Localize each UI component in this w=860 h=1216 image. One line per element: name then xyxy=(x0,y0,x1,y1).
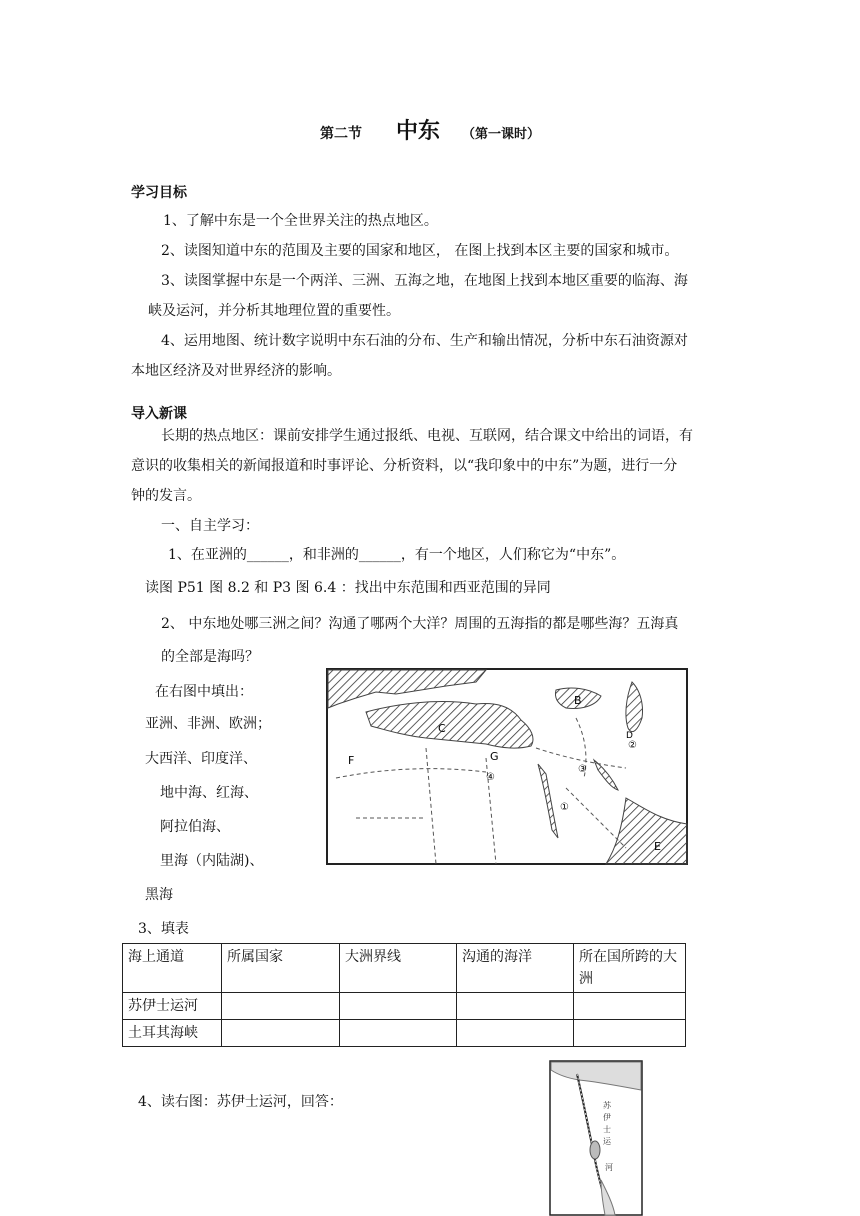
fill-table xyxy=(122,943,686,1047)
table-cell: 苏伊士运河 xyxy=(123,993,222,1020)
map-label-f: F xyxy=(348,754,355,767)
table-cell: 土耳其海峡 xyxy=(123,1020,222,1047)
intro-line-3: 钟的发言。 xyxy=(131,488,201,504)
fill-line-4: 地中海、红海、 xyxy=(160,785,258,801)
title-sub: （第一课时） xyxy=(462,127,541,142)
question-2-cont: 的全部是海吗？ xyxy=(161,649,259,665)
fill-line-7: 黑海 xyxy=(145,887,173,903)
map-label-e: E xyxy=(654,840,661,853)
objective-3: 3、读图掌握中东是一个两洋、三洲、五海之地，在地图上找到本地区重要的临海、海 xyxy=(161,273,688,289)
table-cell[interactable] xyxy=(222,993,340,1020)
title-section: 第二节 xyxy=(319,126,362,142)
question-4: 4、读右图：苏伊士运河，回答： xyxy=(138,1094,343,1110)
table-header-cell: 沟通的海洋 xyxy=(457,944,574,993)
map-label-g: G xyxy=(490,750,499,763)
table-header-cell: 所在国所跨的大洲 xyxy=(574,944,686,993)
fill-line-3: 大西洋、印度洋、 xyxy=(145,751,257,767)
self-study-heading: 一、自主学习： xyxy=(161,518,259,534)
objective-3-cont: 峡及运河，并分析其地理位置的重要性。 xyxy=(148,303,400,319)
read-note: 读图 P51 图 8.2 和 P3 图 6.4 ：找出中东范围和西亚范围的异同 xyxy=(145,580,551,596)
fill-line-1: 在右图中填出： xyxy=(155,684,253,700)
table-cell[interactable] xyxy=(574,1020,686,1047)
table-header-row xyxy=(123,944,686,993)
table-label: 3、填表 xyxy=(138,921,189,937)
map-label-2: ② xyxy=(628,740,637,751)
map-label-3: ③ xyxy=(578,764,587,775)
map-label-4: ④ xyxy=(486,772,495,783)
middle-east-map xyxy=(326,668,688,865)
map-label-a: C xyxy=(438,722,446,735)
canal-map-label: 苏伊士运河 xyxy=(603,1101,613,1172)
objective-4: 4、运用地图、统计数字说明中东石油的分布、生产和输出情况，分析中东石油资源对 xyxy=(161,333,688,349)
fill-line-2: 亚洲、非洲、欧洲； xyxy=(145,716,271,732)
suez-canal-map xyxy=(549,1060,643,1216)
objective-2: 2、读图知道中东的范围及主要的国家和地区， 在图上找到本区主要的国家和城市。 xyxy=(161,243,679,259)
table-cell[interactable] xyxy=(340,993,457,1020)
fill-line-6: 里海（内陆湖)、 xyxy=(160,853,264,869)
objectives-heading: 学习目标 xyxy=(131,185,187,201)
table-cell[interactable] xyxy=(574,993,686,1020)
table-cell[interactable] xyxy=(340,1020,457,1047)
table-header-cell: 所属国家 xyxy=(222,944,340,993)
question-2: 2、 中东地处哪三洲之间？沟通了哪两个大洋？周围的五海指的都是哪些海？五海真 xyxy=(161,616,679,632)
page-title xyxy=(0,114,860,145)
map-label-d: D xyxy=(626,731,633,741)
table-row xyxy=(123,993,686,1020)
intro-line-1: 长期的热点地区：课前安排学生通过报纸、电视、互联网，结合课文中给出的词语，有 xyxy=(161,428,693,444)
intro-line-2: 意识的收集相关的新闻报道和时事评论、分析资料，以“我印象中的中东”为题，进行一分 xyxy=(131,458,678,474)
map-label-1: ① xyxy=(560,802,569,813)
table-header-cell: 大洲界线 xyxy=(340,944,457,993)
objective-4-cont: 本地区经济及对世界经济的影响。 xyxy=(131,363,341,379)
table-header-cell: 海上通道 xyxy=(123,944,222,993)
intro-heading: 导入新课 xyxy=(131,406,187,422)
table-cell[interactable] xyxy=(222,1020,340,1047)
title-main: 中东 xyxy=(395,119,440,144)
question-1: 1、在亚洲的______，和非洲的______，有一个地区，人们称它为“中东”。 xyxy=(168,547,626,563)
table-cell[interactable] xyxy=(457,993,574,1020)
map-label-b: B xyxy=(574,694,582,707)
fill-line-5: 阿拉伯海、 xyxy=(160,819,230,835)
objective-1: 1、了解中东是一个全世界关注的热点地区。 xyxy=(163,213,438,229)
table-row xyxy=(123,1020,686,1047)
table-cell[interactable] xyxy=(457,1020,574,1047)
